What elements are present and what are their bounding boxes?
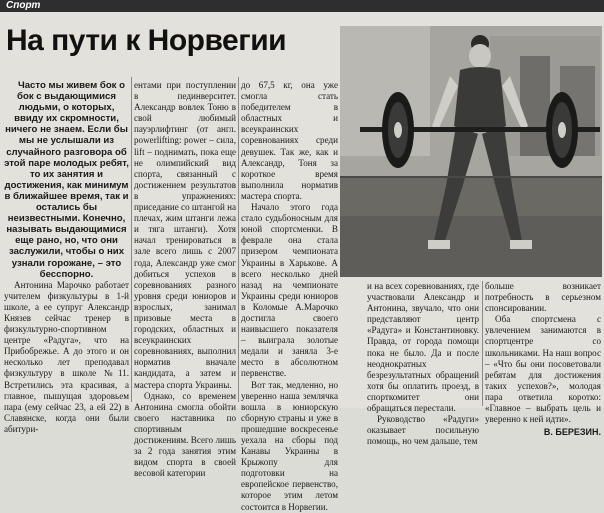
column-4-paragraph: Руководство «Радуги» оказывает посильную помощь, но чем дальше, тем (367, 414, 479, 447)
column-3-paragraph: Вот так, медленно, но уверенно наша землячка вошла в юниорскую сборную страны и уже в прошедшие воскресенье уехала на сборы под Канавы Украины в Крыжопу для подготовки на европейское первенство, которое этим летом состоится в Норвегии. (241, 379, 338, 512)
weightlifter-photo-icon (340, 26, 602, 277)
headline: На пути к Норвегии (6, 24, 287, 57)
column-1 (4, 80, 129, 435)
article-photo (340, 26, 602, 277)
column-5-paragraph: Оба спортсмена с увлечением занимаются в спортцентре со школьниками. На наш вопрос – «Что бы они посоветовали ребятам для достижения таких успехов?», молодая пара ответила коротко: «Главное – выбрать цель и уверенно к ней идти». (485, 314, 601, 425)
column-2-paragraph: ентами при поступлении в пединверситет. Александр вовлек Тоню в свой любимый пауэрлифтинг (от англ. powerlifting: power – сила, lift – поднимать, пока еще не олимпийский вид спорта, связанный с достижением результатов в упражнениях: приседание со штангой на плечах, жим штанги лежа и тяга штанги). Хотя начал тренироваться в зале всего лишь с 2007 года, Александр уже смог добиться успехов в соревнованиях разного уровня среди юниоров и взрослых, занимал призовые места в городских, областных и всеукраинских соревнованиях, выполнил норматив вначале кандидата, а затем и мастера спорта Украины. (134, 80, 236, 390)
column-5 (485, 281, 601, 438)
column-4-paragraph: и на всех соревнованиях, где участвовали Александр и Антонина, звучало, что они представляют центр «Радуга» и Константиновку. Правда, от города помощи пока не было. Да и после неоднократных безрезультатных обращений хотя бы оплатить проезд, в спорткомитет они обращаться перестали. (367, 281, 479, 414)
column-2-paragraph: Однако, со временем Антонина смогла обойти своего наставника по спортивным достижениям. Всего лишь за 2 года занятия этим видом спорта в своей весовой категории (134, 390, 236, 479)
section-bar (0, 0, 604, 12)
byline: В. БЕРЕЗИН. (543, 427, 601, 438)
column-2 (134, 80, 236, 479)
column-5-paragraph: больше возникает потребность в серьезном спонсировании. (485, 281, 601, 314)
column-3 (241, 80, 338, 513)
section-label: Спорт (6, 0, 41, 11)
column-divider (131, 77, 132, 402)
column-divider (238, 77, 239, 402)
column-3-paragraph: Начало этого года стало судьбоносным для юной спортсменки. В феврале она стала призером чемпионата Украины в Харькове. А всего несколько дней назад на чемпионате Украины среди юниоров в Коломые А.Марочко достигла своего наивысшего показателя – выиграла золотые медали и заняла 3-е место в абсолютном первенстве. (241, 202, 338, 379)
column-3-paragraph: до 67,5 кг, она уже смогла стать победителем в областных и всеукраинских соревнованиях среди девушек. Так же, как и Александр, Тоня за короткое время выполнила норматив мастера спорта. (241, 80, 338, 201)
column-4 (367, 281, 479, 447)
column-divider (482, 281, 483, 406)
lead-paragraph: Часто мы живем бок о бок с выдающимися людьми, о которых, ввиду их скромности, ничего не знаем. Если бы мы не услышали из случайного разговора об этой паре молодых ребят, то их занятия и достижения, как минимум в ближайшее время, так и остались бы неизвестными. Конечно, называть выдающимися еще рано, но, что они заслужили, чтобы о них узнали горожане, – это бесспорно. (4, 80, 129, 280)
column-1-paragraph: Антонина Марочко работает учителем физкультуры в 1-й школе, а ее супруг Александр Князев сейчас тренер в физкультурно-спортивном центре «Радуга», что на Прибобрежье. А до этого и он несколько лет преподавал физкультуру в школе №11. Встретились эта красивая, а главное, пышущая здоровьем пара (ему сейчас 23, а ей 22) в Славянске, когда они были абитури- (4, 279, 129, 434)
